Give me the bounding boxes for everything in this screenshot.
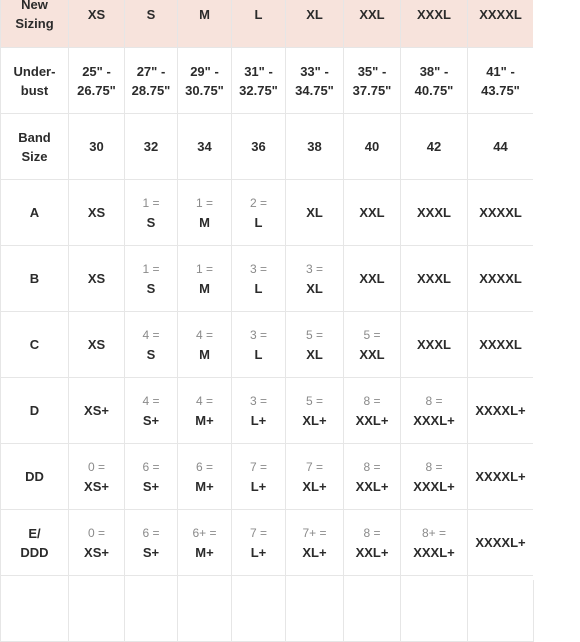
header-size-xl: XL [286,0,344,48]
header-size-xxl: XXL [344,0,401,48]
size-value: XL [306,346,323,362]
size-cell [232,246,286,312]
size-value: M [199,214,210,230]
cup-label-cell [1,510,69,576]
size-number: 2 = [249,195,267,210]
size-value: XXXXL [479,271,522,286]
size-number: 5 = [363,327,381,342]
size-number: 8 = [363,459,381,474]
cup-row [1,180,534,246]
underbust-label-cell [1,48,69,114]
underbust-range-start: 33" - [300,63,329,79]
size-value: XXXL [417,205,451,220]
size-value: XL+ [302,544,327,560]
band-size-cell: 36 [232,114,286,180]
size-cell [468,444,534,510]
size-number: 8 = [363,393,381,408]
header-label-line: Sizing [15,16,54,31]
empty-cell [344,576,401,642]
size-value: XXXL+ [413,478,455,494]
size-number: 3 = [249,327,267,342]
size-number: 0 = [87,525,105,540]
cup-label-cell [1,246,69,312]
underbust-range-end: 26.75" [77,82,116,98]
size-cell [69,180,125,246]
cup-row [1,378,534,444]
size-value: L [254,214,263,230]
size-cell [232,180,286,246]
size-value: XS [87,271,106,286]
size-number: 8+ = [421,525,447,540]
size-value: M+ [195,478,214,494]
size-number: 1 = [195,261,213,276]
cup-label: D [29,403,40,418]
size-value: M [199,280,210,296]
size-number: 7+ = [302,525,327,540]
size-cell [69,510,125,576]
size-number: 3 = [249,393,267,408]
size-cell [125,510,178,576]
table-row-partial [1,576,534,642]
underbust-cell [401,48,468,114]
page-margin [533,0,580,580]
size-value: XXL+ [355,412,389,428]
band-size-cell: 44 [468,114,534,180]
size-cell [401,510,468,576]
size-number: 4 = [142,393,160,408]
underbust-cell [468,48,534,114]
empty-cell [286,576,344,642]
underbust-cell [125,48,178,114]
size-value: L [254,346,263,362]
header-label-cell [1,0,69,48]
band-size-cell: 42 [401,114,468,180]
band-size-cell: 34 [178,114,232,180]
size-value: L+ [250,544,267,560]
size-value: XXL [359,346,385,362]
empty-cell [125,576,178,642]
underbust-cell [232,48,286,114]
size-value: XL [306,205,323,220]
size-cell [401,180,468,246]
size-value: XXL+ [355,478,389,494]
underbust-label-line: bust [20,82,49,98]
underbust-range-end: 30.75" [185,82,224,98]
size-cell [125,444,178,510]
cup-label: B [29,271,40,286]
underbust-label-line: Under- [13,63,56,79]
size-value: L [254,280,263,296]
empty-cell [468,576,534,642]
size-value: XXXXL [479,205,522,220]
size-value: L+ [250,478,267,494]
size-cell [286,180,344,246]
underbust-range-end: 34.75" [295,82,334,98]
cup-row [1,246,534,312]
size-cell [69,378,125,444]
size-number: 4 = [195,393,213,408]
size-value: S [146,346,156,362]
band-size-cell: 40 [344,114,401,180]
underbust-range-end: 40.75" [414,82,454,98]
cup-label-cell [1,378,69,444]
size-value: XS [87,205,106,220]
size-value: XXXL [417,271,451,286]
size-value: XXL [359,271,385,286]
band-size-cell: 32 [125,114,178,180]
underbust-row [1,48,534,114]
size-cell [286,378,344,444]
size-value: L+ [250,412,267,428]
size-value: XXXL+ [413,544,455,560]
size-cell [344,444,401,510]
underbust-range-end: 32.75" [239,82,278,98]
size-value: S [146,280,156,296]
size-number: 6+ = [192,525,217,540]
size-number: 4 = [142,327,160,342]
size-cell [401,312,468,378]
header-label-line: New [21,0,48,12]
size-cell [178,246,232,312]
size-value: S+ [142,544,160,560]
underbust-range-start: 38" - [419,63,449,79]
size-cell [401,378,468,444]
size-cell [178,312,232,378]
size-number: 4 = [195,327,213,342]
size-cell [178,378,232,444]
underbust-range-start: 27" - [136,63,166,79]
underbust-range-start: 25" - [82,63,111,79]
underbust-cell [286,48,344,114]
header-size-xs: XS [69,0,125,48]
size-value: S+ [142,412,160,428]
size-cell [344,246,401,312]
size-value: XXL [359,205,385,220]
size-value: XL [306,280,323,296]
header-row [1,0,534,48]
cup-row [1,312,534,378]
size-value: S [146,214,156,230]
underbust-range-start: 31" - [244,63,273,79]
size-cell [344,378,401,444]
size-number: 8 = [363,525,381,540]
size-value: XS+ [84,544,109,560]
size-cell [286,246,344,312]
size-cell [232,510,286,576]
cup-row [1,444,534,510]
size-number: 8 = [425,393,443,408]
size-cell [232,444,286,510]
size-number: 8 = [425,459,443,474]
cup-label: C [29,337,40,352]
size-number: 3 = [305,261,323,276]
size-value: M+ [195,544,214,560]
cup-label: E/ [28,525,41,541]
header-size-xxxxl: XXXXL [468,0,534,48]
size-cell [232,378,286,444]
size-cell [125,180,178,246]
size-cell [344,510,401,576]
size-cell [286,444,344,510]
size-cell [178,444,232,510]
size-number: 6 = [142,525,160,540]
size-value: XXXL [417,337,451,352]
empty-cell [178,576,232,642]
size-value: XXXXL+ [475,535,526,550]
size-value: XL+ [302,412,327,428]
cup-label-cell [1,444,69,510]
underbust-range-start: 35" - [357,63,387,79]
size-cell [178,180,232,246]
size-number: 7 = [305,459,323,474]
size-cell [69,312,125,378]
size-number: 7 = [249,525,267,540]
size-cell [401,246,468,312]
underbust-cell [344,48,401,114]
size-number: 1 = [195,195,213,210]
size-cell [69,444,125,510]
band-size-label-cell [1,114,69,180]
band-size-label-line: Band [18,129,51,145]
cup-label: DDD [20,544,49,560]
empty-cell [401,576,468,642]
cup-label: A [29,205,40,220]
size-cell [69,246,125,312]
size-value: M+ [195,412,214,428]
size-cell [468,180,534,246]
size-number: 0 = [87,459,105,474]
size-cell [468,312,534,378]
band-size-cell: 30 [69,114,125,180]
header-size-m: M [178,0,232,48]
size-number: 7 = [249,459,267,474]
cup-row [1,510,534,576]
size-number: 1 = [142,261,160,276]
size-value: XXXXL+ [475,469,526,484]
empty-cell [69,576,125,642]
underbust-cell [69,48,125,114]
size-cell [468,510,534,576]
underbust-cell [178,48,232,114]
size-cell [286,312,344,378]
size-value: XXXXL+ [475,403,526,418]
size-value: M [199,346,210,362]
size-cell [468,378,534,444]
band-size-label-line: Size [21,148,48,164]
size-number: 6 = [195,459,213,474]
size-value: XS+ [84,478,109,494]
cup-label-cell [1,180,69,246]
size-cell [286,510,344,576]
empty-cell [1,576,69,642]
size-cell [125,378,178,444]
underbust-range-start: 41" - [486,63,515,79]
band-size-row [1,114,534,180]
size-cell [178,510,232,576]
size-cell [344,312,401,378]
header-size-l: L [232,0,286,48]
size-number: 5 = [305,393,323,408]
size-number: 5 = [305,327,323,342]
header-size-xxxl: XXXL [401,0,468,48]
size-value: XXXL+ [413,412,455,428]
underbust-range-end: 28.75" [131,82,171,98]
size-value: XS [87,337,106,352]
band-size-cell: 38 [286,114,344,180]
size-cell [232,312,286,378]
size-cell [125,246,178,312]
size-cell [125,312,178,378]
size-value: XL+ [302,478,327,494]
size-number: 6 = [142,459,160,474]
cup-label-cell [1,312,69,378]
underbust-range-end: 37.75" [352,82,392,98]
size-value: XXL+ [355,544,389,560]
size-cell [468,246,534,312]
header-size-s: S [125,0,178,48]
size-value: XS+ [84,403,109,418]
underbust-range-start: 29" - [190,63,219,79]
size-value: S+ [142,478,160,494]
empty-cell [232,576,286,642]
size-cell [401,444,468,510]
size-number: 3 = [249,261,267,276]
underbust-range-end: 43.75" [481,82,520,98]
size-number: 1 = [142,195,160,210]
size-value: XXXXL [479,337,522,352]
cup-label: DD [25,469,44,484]
size-cell [344,180,401,246]
